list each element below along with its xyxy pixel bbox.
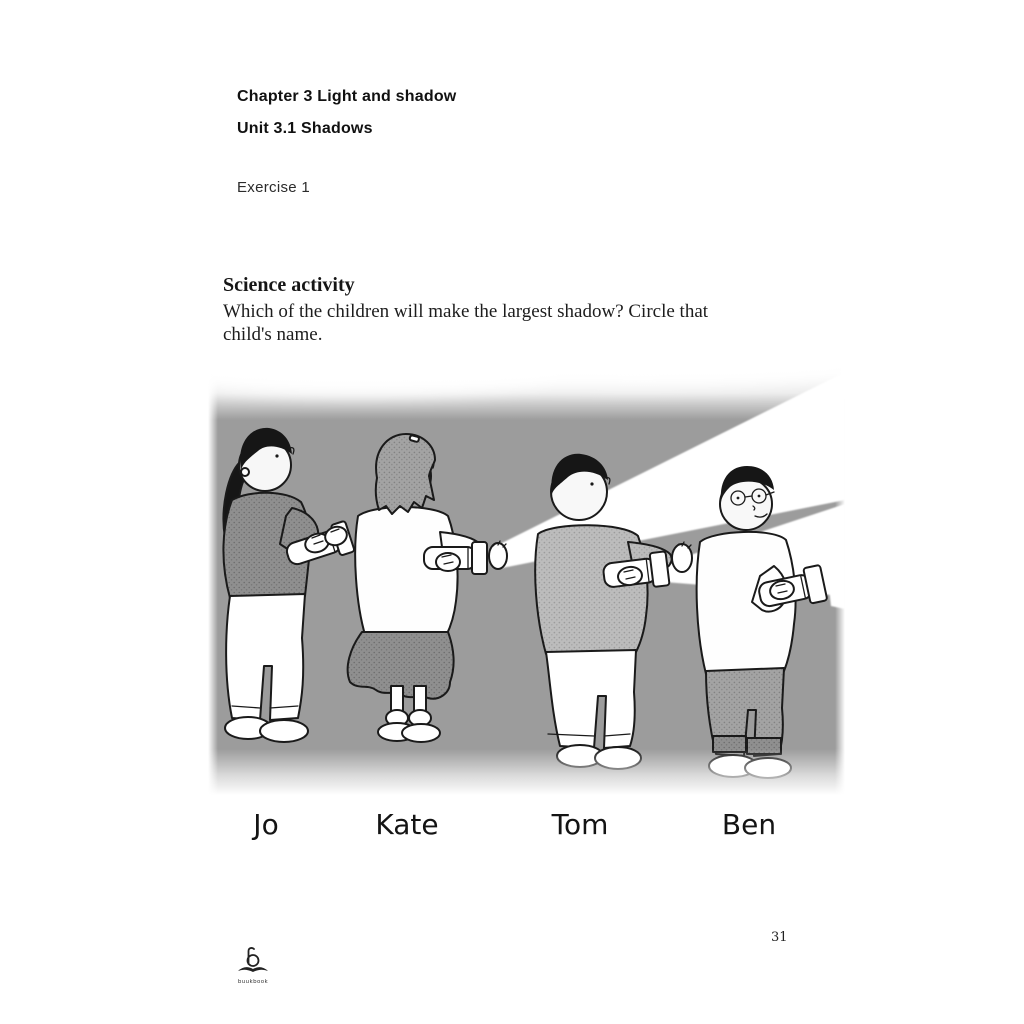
exercise-label: Exercise 1 bbox=[237, 179, 311, 196]
question-line-1: Which of the children will make the largest shadow? Circle that bbox=[223, 301, 709, 322]
illustration-shadow-scene bbox=[208, 366, 845, 795]
child-name-tom[interactable]: Tom bbox=[551, 808, 609, 841]
chapter-title: Chapter 3 Light and shadow bbox=[237, 88, 457, 105]
shadow-scene-drawing bbox=[208, 366, 845, 795]
publisher-logo-icon bbox=[233, 946, 273, 976]
child-name-jo[interactable]: Jo bbox=[253, 808, 279, 841]
child-name-ben[interactable]: Ben bbox=[721, 808, 777, 841]
question-line-2: child's name. bbox=[223, 324, 323, 345]
publisher-logo-caption: buukbook bbox=[237, 979, 269, 985]
activity-title: Science activity bbox=[223, 274, 355, 296]
activity-question bbox=[223, 300, 708, 346]
publisher-logo bbox=[230, 946, 276, 985]
child-name-kate[interactable]: Kate bbox=[375, 808, 439, 841]
unit-title: Unit 3.1 Shadows bbox=[237, 120, 373, 137]
page-number: 31 bbox=[771, 930, 788, 945]
